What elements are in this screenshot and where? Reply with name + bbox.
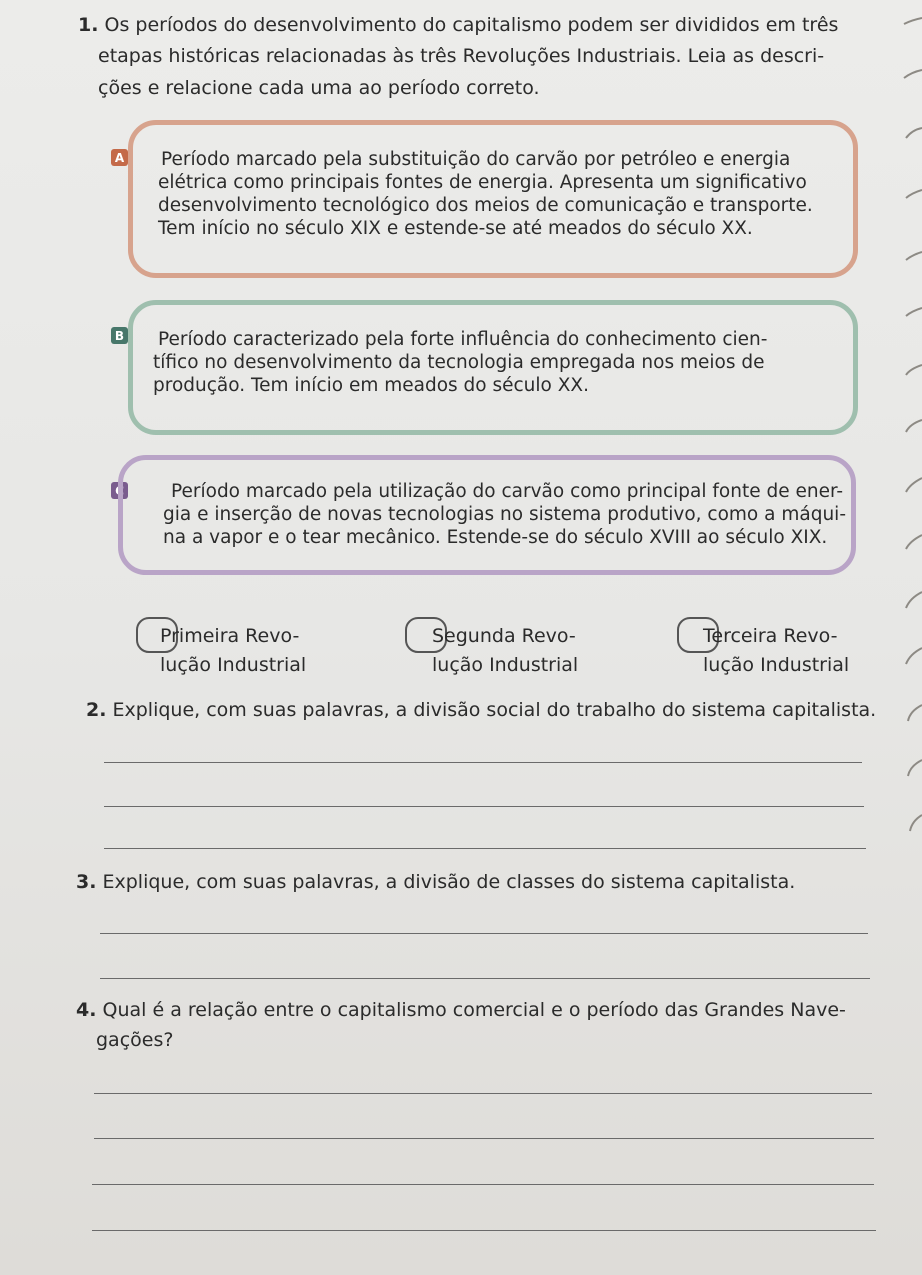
q1-line-1 <box>78 13 838 38</box>
card-c-line: na a vapor e o tear mecânico. Estende-se do século XVIII ao século XIX. <box>163 527 828 548</box>
card-a-line: elétrica como principais fontes de energia. Apresenta um significativo <box>158 172 807 193</box>
option-1-line-1: Primeira Revo- <box>160 625 300 647</box>
q2-answer-line[interactable] <box>104 848 866 849</box>
option-2-line-2: lução Industrial <box>432 654 579 676</box>
option-3-line-2: lução Industrial <box>703 654 850 676</box>
q4-line-2: gações? <box>96 1029 174 1051</box>
q1-text-1: Os períodos do desenvolvimento do capitalismo podem ser divididos em três <box>104 14 839 36</box>
card-a <box>128 120 858 278</box>
spiral-binding-decoration <box>892 0 922 1275</box>
q3-answer-line[interactable] <box>100 978 870 979</box>
card-a-letter-badge: A <box>111 149 128 166</box>
q1-number: 1. <box>78 14 99 36</box>
q4-answer-line[interactable] <box>94 1093 872 1094</box>
q2-text: Explique, com suas palavras, a divisão social do trabalho do sistema capitalista. <box>112 699 877 721</box>
option-2-line-1: Segunda Revo- <box>432 625 576 647</box>
card-b <box>128 300 858 435</box>
q1-line-3: ções e relacione cada uma ao período correto. <box>98 77 540 99</box>
q3-heading <box>76 870 795 895</box>
card-a-line: Período marcado pela substituição do carvão por petróleo e energia <box>161 149 791 170</box>
q4-text-1: Qual é a relação entre o capitalismo comercial e o período das Grandes Nave- <box>102 999 846 1021</box>
card-c-line: gia e inserção de novas tecnologias no sistema produtivo, como a máqui- <box>163 504 846 525</box>
card-a-line: Tem início no século XIX e estende-se até meados do século XX. <box>158 218 753 239</box>
q2-answer-line[interactable] <box>104 762 862 763</box>
q4-answer-line[interactable] <box>92 1230 876 1231</box>
option-3-line-1: Terceira Revo- <box>703 625 838 647</box>
q2-heading <box>86 698 876 723</box>
card-b-line: Período caracterizado pela forte influência do conhecimento cien- <box>158 329 768 350</box>
q1-line-2: etapas históricas relacionadas às três Revoluções Industriais. Leia as descri- <box>98 45 825 67</box>
q4-heading <box>76 998 846 1023</box>
card-c <box>118 455 856 575</box>
q2-answer-line[interactable] <box>104 806 864 807</box>
q2-number: 2. <box>86 699 107 721</box>
q4-answer-line[interactable] <box>94 1138 874 1139</box>
q4-number: 4. <box>76 999 97 1021</box>
option-1-line-2: lução Industrial <box>160 654 307 676</box>
q3-answer-line[interactable] <box>100 933 868 934</box>
card-c-line: Período marcado pela utilização do carvão como principal fonte de ener- <box>171 481 844 502</box>
card-c-letter-badge: C <box>111 482 128 499</box>
card-a-line: desenvolvimento tecnológico dos meios de comunicação e transporte. <box>158 195 813 216</box>
q4-answer-line[interactable] <box>92 1184 874 1185</box>
card-b-line: tífico no desenvolvimento da tecnologia empregada nos meios de <box>153 352 765 373</box>
q3-number: 3. <box>76 871 97 893</box>
card-b-line: produção. Tem início em meados do século XX. <box>153 375 589 396</box>
card-b-letter-badge: B <box>111 327 128 344</box>
q3-text: Explique, com suas palavras, a divisão de classes do sistema capitalista. <box>102 871 796 893</box>
